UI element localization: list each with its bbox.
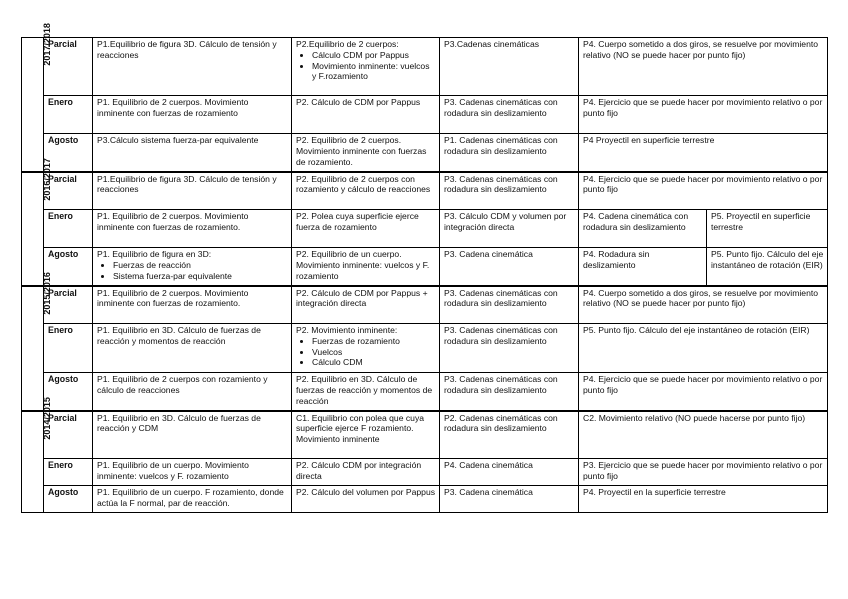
problem-description: P1. Equilibrio en 3D. Cálculo de fuerzas de reacción y momentos de reacción bbox=[97, 325, 261, 346]
problem-description: P4. Cadena cinemática con rodadura sin deslizamiento bbox=[583, 211, 689, 232]
exam-problem-cell bbox=[292, 172, 440, 210]
table-row bbox=[22, 210, 828, 248]
exam-problem-cell bbox=[292, 96, 440, 134]
table-row bbox=[22, 38, 828, 96]
exam-session-label: Agosto bbox=[44, 248, 93, 286]
exam-session-label: Parcial bbox=[44, 286, 93, 324]
problem-description: C1. Equilibrio con polea que cuya superficie ejerce F rozamiento. Movimiento inminente bbox=[296, 412, 425, 445]
academic-year-cell bbox=[22, 157, 52, 286]
exam-problem-cell bbox=[440, 96, 579, 134]
problem-description: P1. Equilibrio de 2 cuerpos. Movimiento inminente con fuerzas de rozamiento. bbox=[97, 287, 249, 309]
problem-description: P4. Cuerpo sometido a dos giros, se resuelve por movimiento relativo (NO se puede hacer por punto fijo) bbox=[583, 39, 819, 60]
table-row bbox=[22, 324, 828, 373]
exam-problem-cell bbox=[292, 286, 440, 324]
academic-year-cell bbox=[22, 271, 52, 411]
table-row bbox=[22, 486, 828, 513]
problem-description: P1. Equilibrio de 2 cuerpos. Movimiento inminente con fuerzas de rozamiento. bbox=[97, 211, 249, 232]
exam-problem-cell bbox=[440, 459, 579, 486]
problem-subtopic-item: • Sistema fuerza-par equivalente bbox=[113, 271, 288, 282]
exam-problem-cell bbox=[440, 373, 579, 411]
problem-description: P5. Punto fijo. Cálculo del eje instantáneo de rotación (EIR) bbox=[711, 249, 824, 270]
exam-session-label: Agosto bbox=[44, 373, 93, 411]
problem-description: P4 Proyectil en superficie terrestre bbox=[583, 135, 715, 145]
exam-problem-cell bbox=[292, 248, 440, 286]
problem-description: P4. Cuerpo sometido a dos giros, se resuelve por movimiento relativo (NO se puede hacer por punto fijo) bbox=[583, 287, 819, 309]
problem-description: P5. Proyectil en superficie terrestre bbox=[711, 211, 811, 232]
exam-problem-cell bbox=[292, 210, 440, 248]
problem-subtopic-item: • Fuerzas de rozamiento bbox=[312, 336, 436, 347]
problem-description: P3.Cadenas cinemáticas bbox=[444, 39, 540, 49]
exam-problem-cell bbox=[579, 248, 707, 286]
problem-description: P2. Cálculo de CDM por Pappus + integración directa bbox=[296, 287, 428, 309]
exam-problem-cell bbox=[579, 486, 828, 513]
problem-description: P4. Ejercicio que se puede hacer por movimiento relativo o por punto fijo bbox=[583, 173, 823, 195]
problem-description: P1.Equilibrio de figura 3D. Cálculo de tensión y reacciones bbox=[97, 173, 277, 195]
academic-year-cell bbox=[22, 23, 52, 172]
problem-description: P3. Cadena cinemática bbox=[444, 487, 533, 497]
exam-problem-cell bbox=[292, 38, 440, 96]
problem-description: P2. Cálculo de CDM por Pappus bbox=[296, 97, 421, 107]
problem-subtopics bbox=[296, 50, 436, 82]
problem-subtopic-item: • Cálculo CDM por Pappus bbox=[312, 50, 436, 61]
table-row bbox=[22, 134, 828, 172]
academic-year-cell bbox=[22, 396, 52, 513]
problem-description: P3. Cadenas cinemáticas con rodadura sin deslizamiento bbox=[444, 97, 558, 118]
exam-problem-cell bbox=[93, 96, 292, 134]
problem-description: P4. Proyectil en la superficie terrestre bbox=[583, 487, 726, 497]
exam-problem-cell bbox=[292, 486, 440, 513]
exam-session-label: Parcial bbox=[44, 172, 93, 210]
exam-problem-cell bbox=[440, 248, 579, 286]
problem-description: P3. Cadenas cinemáticas con rodadura sin deslizamiento bbox=[444, 173, 558, 195]
problem-description: P3. Cadenas cinemáticas con rodadura sin deslizamiento bbox=[444, 325, 558, 346]
exam-problem-cell bbox=[579, 38, 828, 96]
problem-description: P3.Cálculo sistema fuerza-par equivalente bbox=[97, 135, 259, 145]
problem-description: P2. Equilibrio de 2 cuerpos. Movimiento inminente con fuerzas de rozamiento. bbox=[296, 135, 427, 167]
problem-description: P3. Cadena cinemática bbox=[444, 249, 533, 259]
problem-description: P2. Cálculo del volumen por Pappus bbox=[296, 487, 436, 497]
problem-description: P4. Ejercicio que se puede hacer por movimiento relativo o por punto fijo bbox=[583, 374, 823, 395]
academic-year-label: 2014/2015 bbox=[41, 396, 52, 440]
exam-problem-cell bbox=[292, 411, 440, 459]
exam-problem-cell bbox=[93, 210, 292, 248]
exam-session-label: Parcial bbox=[44, 38, 93, 96]
table-row bbox=[22, 248, 828, 286]
problem-description: P1. Equilibrio de 2 cuerpos. Movimiento inminente con fuerzas de rozamiento bbox=[97, 97, 249, 118]
exam-problem-cell bbox=[579, 134, 828, 172]
problem-description: P1. Equilibrio de figura en 3D: bbox=[97, 249, 212, 259]
exam-problem-cell bbox=[440, 486, 579, 513]
exam-session-label: Enero bbox=[44, 324, 93, 373]
exam-topics-table bbox=[21, 23, 828, 513]
problem-subtopic-item: • Vuelcos bbox=[312, 347, 436, 358]
exam-problem-cell bbox=[292, 134, 440, 172]
problem-description: P2. Equilibrio de 2 cuerpos con rozamiento y cálculo de reacciones bbox=[296, 173, 431, 195]
table-row bbox=[22, 96, 828, 134]
exam-problem-cell bbox=[579, 324, 828, 373]
exam-session-label: Enero bbox=[44, 96, 93, 134]
problem-description: C2. Movimiento relativo (NO puede hacerse por punto fijo) bbox=[583, 412, 806, 423]
exam-session-label: Enero bbox=[44, 459, 93, 486]
exam-problem-cell bbox=[440, 172, 579, 210]
exam-problem-cell bbox=[93, 324, 292, 373]
exam-problem-cell bbox=[440, 134, 579, 172]
exam-problem-cell bbox=[579, 459, 828, 486]
problem-description: P3. Cadenas cinemáticas con rodadura sin deslizamiento bbox=[444, 287, 558, 309]
exam-problem-cell bbox=[707, 210, 828, 248]
exam-problem-cell bbox=[579, 286, 828, 324]
problem-description: P2. Movimiento inminente: bbox=[296, 325, 398, 335]
academic-year-label: 2015/2016 bbox=[41, 271, 52, 315]
table-row bbox=[22, 411, 828, 459]
exam-problem-cell bbox=[579, 172, 828, 210]
exam-problem-cell bbox=[93, 286, 292, 324]
exam-problem-cell bbox=[440, 210, 579, 248]
exam-problem-cell bbox=[93, 38, 292, 96]
exam-problem-cell bbox=[93, 486, 292, 513]
academic-year-label: 2016/2017 bbox=[41, 157, 52, 201]
exam-problem-cell bbox=[707, 248, 828, 286]
problem-description: P1. Equilibrio de un cuerpo. F rozamiento, donde actúa la F normal, par de reacción. bbox=[97, 487, 284, 508]
academic-year-label: 2017/2018 bbox=[41, 23, 52, 66]
problem-subtopic-item: • Movimiento inminente: vuelcos y F.rozamiento bbox=[312, 61, 436, 83]
exam-problem-cell bbox=[93, 411, 292, 459]
problem-subtopics bbox=[97, 260, 288, 282]
problem-subtopic-item: • Fuerzas de reacción bbox=[113, 260, 288, 271]
table-row bbox=[22, 286, 828, 324]
problem-description: P1. Equilibrio en 3D. Cálculo de fuerzas de reacción y CDM bbox=[97, 412, 261, 434]
problem-description: P3. Cadenas cinemáticas con rodadura sin deslizamiento bbox=[444, 374, 558, 395]
problem-description: P2.Equilibrio de 2 cuerpos: bbox=[296, 39, 399, 49]
exam-session-label: Agosto bbox=[44, 134, 93, 172]
exam-session-label: Agosto bbox=[44, 486, 93, 513]
exam-problem-cell bbox=[93, 172, 292, 210]
exam-problem-cell bbox=[579, 210, 707, 248]
problem-description: P4. Rodadura sin deslizamiento bbox=[583, 249, 650, 270]
problem-description: P3. Ejercicio que se puede hacer por movimiento relativo o por punto fijo bbox=[583, 460, 823, 481]
exam-problem-cell bbox=[440, 324, 579, 373]
exam-session-label: Parcial bbox=[44, 411, 93, 459]
problem-description: P5. Punto fijo. Cálculo del eje instantáneo de rotación (EIR) bbox=[583, 325, 810, 335]
exam-problem-cell bbox=[292, 324, 440, 373]
problem-description: P2. Cálculo CDM por integración directa bbox=[296, 460, 422, 481]
problem-description: P4. Cadena cinemática bbox=[444, 460, 533, 470]
exam-problem-cell bbox=[440, 38, 579, 96]
problem-description: P4. Ejercicio que se puede hacer por movimiento relativo o por punto fijo bbox=[583, 97, 823, 118]
exam-problem-cell bbox=[93, 373, 292, 411]
problem-description: P1. Cadenas cinemáticas con rodadura sin deslizamiento bbox=[444, 135, 558, 156]
problem-description: P2. Equilibrio de un cuerpo. Movimiento inminente: vuelcos y F. rozamiento bbox=[296, 249, 430, 281]
exam-problem-cell bbox=[440, 411, 579, 459]
exam-problem-cell bbox=[93, 134, 292, 172]
exam-problem-cell bbox=[440, 286, 579, 324]
problem-description: P2. Polea cuya superficie ejerce fuerza de rozamiento bbox=[296, 211, 419, 232]
problem-description: P2. Equilibrio en 3D. Cálculo de fuerzas de reacción y momentos de reacción bbox=[296, 374, 433, 406]
exam-problem-cell bbox=[93, 248, 292, 286]
table-row bbox=[22, 172, 828, 210]
problem-subtopic-item: • Cálculo CDM bbox=[312, 357, 436, 368]
problem-description: P2. Cadenas cinemáticas con rodadura sin deslizamiento bbox=[444, 412, 558, 434]
problem-subtopics bbox=[296, 336, 436, 368]
exam-problem-cell bbox=[292, 459, 440, 486]
exam-problem-cell bbox=[579, 373, 828, 411]
exam-session-label: Enero bbox=[44, 210, 93, 248]
table-row bbox=[22, 373, 828, 411]
exam-problem-cell bbox=[579, 96, 828, 134]
problem-description: P1. Equilibrio de 2 cuerpos con rozamiento y cálculo de reacciones bbox=[97, 374, 268, 395]
exam-problem-cell bbox=[292, 373, 440, 411]
table-row bbox=[22, 459, 828, 486]
problem-description: P3. Cálculo CDM y volumen por integración directa bbox=[444, 211, 567, 232]
exam-problem-cell bbox=[579, 411, 828, 459]
problem-description: P1. Equilibrio de un cuerpo. Movimiento inminente: vuelcos y F. rozamiento bbox=[97, 460, 249, 481]
problem-description: P1.Equilibrio de figura 3D. Cálculo de tensión y reacciones bbox=[97, 39, 277, 60]
exam-problem-cell bbox=[93, 459, 292, 486]
